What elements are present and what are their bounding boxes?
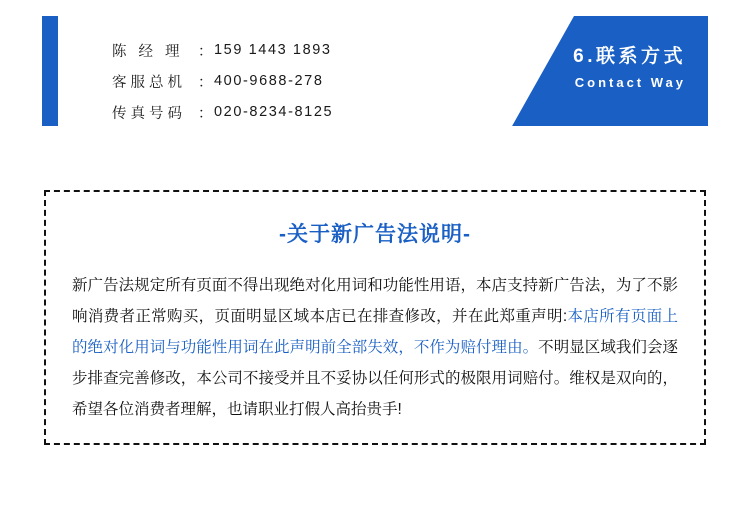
contact-label: 传真号码: [112, 105, 186, 122]
contact-value: 400-9688-278: [214, 73, 324, 89]
contact-colon: ：: [198, 105, 215, 122]
contact-colon: ：: [198, 43, 215, 60]
notice-text-highlight: 本店所有页面上的绝对化用词与功能性用词在此声明前全部失效，不作为赔付理由。: [72, 308, 678, 356]
contact-row: [112, 38, 512, 62]
contact-row: [112, 100, 512, 124]
advertising-law-notice-box: [44, 190, 706, 445]
contact-label: 陈 经 理: [112, 43, 184, 60]
contact-label: 客服总机: [112, 74, 186, 91]
contact-header-banner: [42, 16, 708, 126]
notice-title: -关于新广告法说明-: [279, 223, 471, 246]
notice-text-part1: 新广告法规定所有页面不得出现绝对化用词和功能性用语，本店支持新广告法，为了不影响消费者正常购买，页面明显区域本店已在排查修改，并在此郑重声明:: [72, 277, 678, 325]
contact-value: 020-8234-8125: [214, 104, 334, 120]
contact-value: 159 1443 1893: [214, 42, 332, 58]
notice-body: [72, 270, 678, 425]
section-title-en: Contact Way: [574, 75, 686, 90]
contact-row: [112, 69, 512, 93]
notice-text-part2: 不明显区域我们会逐步排查完善修改，本公司不接受并且不妥协以任何形式的极限用词赔付。维权是双向的，希望各位消费者理解，也请职业打假人高抬贵手!: [72, 339, 678, 418]
section-title-cn: 6.联系方式: [573, 46, 686, 67]
section-marker: [573, 44, 686, 94]
contact-colon: ：: [198, 74, 215, 91]
contact-list: [112, 38, 512, 131]
